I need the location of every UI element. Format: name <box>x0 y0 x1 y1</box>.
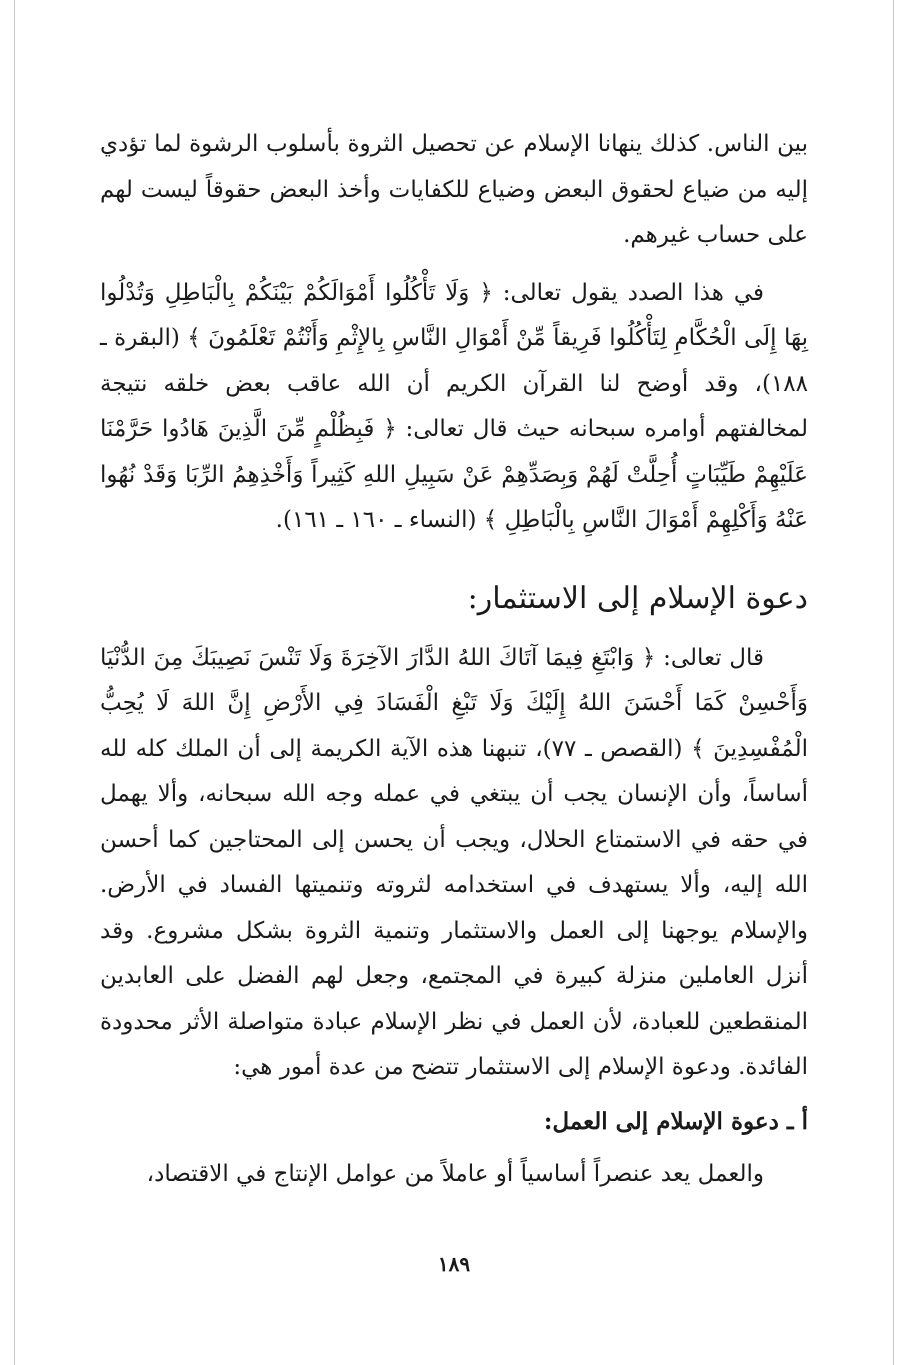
page-content <box>100 122 808 1197</box>
section-heading: دعوة الإسلام إلى الاستثمار: <box>467 580 808 616</box>
page-edge-line <box>893 0 894 1365</box>
paragraph-work: والعمل يعد عنصراً أساسياً أو عاملاً من عوامل الإنتاج في الاقتصاد، <box>146 1160 764 1187</box>
subsection-heading: أ ـ دعوة الإسلام إلى العمل: <box>543 1107 808 1135</box>
paragraph-bribery: بين الناس. كذلك ينهانا الإسلام عن تحصيل الثروة بأسلوب الرشوة لما تؤدي إليه من ضياع لحقوق البعض وضياع للكفايات وأخذ البعض حقوقاً ليست لهم على حساب غيرهم. <box>100 131 808 248</box>
page-edge-line <box>14 0 15 1365</box>
paragraph-quran-verses: في هذا الصدد يقول تعالى: ﴿ وَلَا تَأْكُلُوا أَمْوَالَكُمْ بَيْنَكُمْ بِالْبَاطِلِ وَتُدْلُوا بِهَا إِلَى الْحُكَّامِ لِتَأْكُلُوا فَرِيقاً مِّنْ أَمْوَالِ النَّاسِ بِالإِثْمِ وَأَنْتُمْ تَعْلَمُونَ ﴾ (البقرة ـ ١٨٨)، وقد أوضح لنا القرآن الكريم أن الله عاقب بعض خلقه نتيجة لمخالفتهم أوامره سبحانه حيث قال تعالى: ﴿ فَبِظُلْمٍ مِّنَ الَّذِينَ هَادُوا حَرَّمْنَا عَلَيْهِمْ طَيِّبَاتٍ أُحِلَّتْ لَهُمْ وَبِصَدِّهِمْ عَنْ سَبِيلِ اللهِ كَثِيراً وَأَخْذِهِمُ الرِّبَا وَقَدْ نُهُوا عَنْهُ وَأَكْلِهِمْ أَمْوَالَ النَّاسِ بِالْبَاطِلِ ﴾ (النساء ـ ١٦٠ ـ ١٦١). <box>100 279 808 533</box>
paragraph-investment: قال تعالى: ﴿ وَابْتَغِ فِيمَا آتَاكَ اللهُ الدَّارَ الآخِرَةَ وَلَا تَنْسَ نَصِيبَكَ مِنَ الدُّنْيَا وَأَحْسِنْ كَمَا أَحْسَنَ اللهُ إِلَيْكَ وَلَا تَبْغِ الْفَسَادَ فِي الأَرْضِ إِنَّ اللهَ لَا يُحِبُّ الْمُفْسِدِينَ ﴾ (القصص ـ ٧٧)، تنبهنا هذه الآية الكريمة إلى أن الملك كله لله أساساً، وأن الإنسان يجب أن يبتغي في عمله وجه الله سبحانه، وألا يهمل في حقه في الاستمتاع الحلال، ويجب أن يحسن إلى المحتاجين كما أحسن الله إليه، وألا يستهدف في استخدامه لثروته وتنميتها الفساد في الأرض. والإسلام يوجهنا إلى العمل والاستثمار وتنمية الثروة بشكل مشروع. وقد أنزل العاملين منزلة كبيرة في المجتمع، وجعل لهم الفضل على العابدين المنقطعين للعبادة، لأن العمل في نظر الإسلام عبادة متواصلة الأثر محدودة الفائدة. ودعوة الإسلام إلى الاستثمار تتضح من عدة أمور هي: <box>100 644 808 1080</box>
page-number: ١٨٩ <box>437 1252 471 1276</box>
